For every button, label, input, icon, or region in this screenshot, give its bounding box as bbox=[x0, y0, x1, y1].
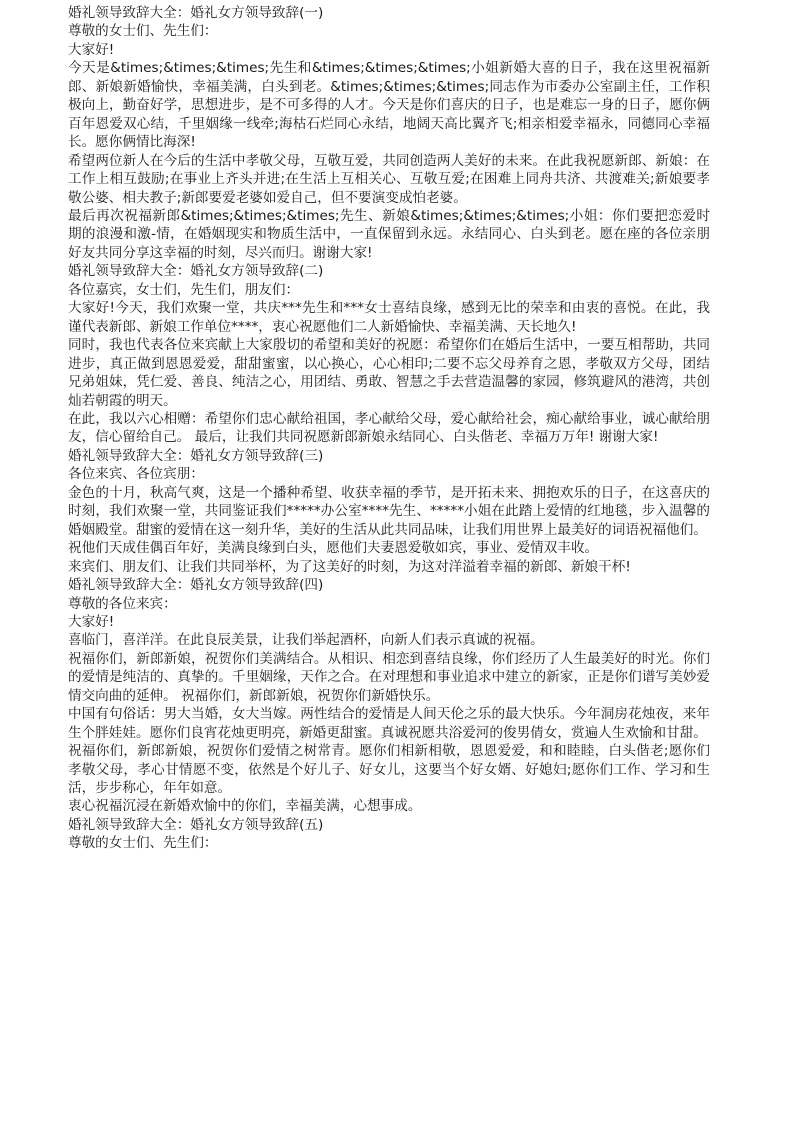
paragraph-3-3: 来宾们、朋友们、让我们共同举杯，为了这美好的时刻，为这对洋溢着幸福的新郎、新娘干杯! bbox=[68, 558, 631, 575]
speech-section-1 bbox=[68, 4, 710, 262]
salutation-4: 尊敬的各位来宾： bbox=[68, 595, 177, 612]
paragraph-1-2: 今天是&times;&times;&times;先生和&times;&times;&times;小姐新婚大喜的日子，我在这里祝福新郎、新娘新婚愉快，幸福美满，白头到老。&times;&times;&times;同志作为市委办公室副主任，工作积极向上，勤奋好学，思想进步，是不可多得的人才。今天是你们喜庆的日子，也是难忘一身的日子，愿你俩百年恩爱双心结，千里姻缘一线牵;海枯石烂同心永结，地阔天高比翼齐飞;相亲相爱幸福永，同德同心幸福长。愿你俩情比海深! bbox=[68, 60, 710, 151]
section-heading-5: 婚礼领导致辞大全：婚礼女方领导致辞(五) bbox=[68, 816, 324, 833]
speech-section-4 bbox=[68, 576, 710, 816]
speech-section-2 bbox=[68, 262, 710, 447]
paragraph-2-3: 在此，我以六心相赠：希望你们忠心献给祖国，孝心献给父母，爱心献给社会，痴心献给事业，诚心献给朋友，信心留给自己。 最后，让我们共同祝愿新郎新娘永结同心、白头偕老、幸福万万年! 谢谢大家! bbox=[68, 410, 710, 446]
salutation-1: 尊敬的女士们、先生们： bbox=[68, 23, 218, 40]
section-heading-1: 婚礼领导致辞大全：婚礼女方领导致辞(一) bbox=[68, 5, 324, 21]
salutation-3: 各位来宾、各位宾朋： bbox=[68, 466, 204, 483]
paragraph-4-5: 祝福你们，新郎新娘，祝贺你们爱情之树常青。愿你们相新相敬，恩恩爱爱，和和睦睦，白头偕老;愿你们孝敬父母，孝心甘情愿不变，依然是个好儿子、好女儿，这要当个好女婿、好媳妇;愿你们工作、学习和生活，步步称心，年年如意。 bbox=[68, 743, 710, 797]
speech-section-3 bbox=[68, 447, 710, 576]
paragraph-3-1: 金色的十月，秋高气爽，这是一个播种希望、收获幸福的季节，是开拓未来、拥抱欢乐的日子，在这喜庆的时刻，我们欢聚一堂，共同鉴证我们*****办公室****先生、*****小姐在此踏上爱情的红地毯，步入温馨的婚姻殿堂。甜蜜的爱情在这一刻升华，美好的生活从此共同品味，让我们用世界上最美好的词语祝福他们。 bbox=[68, 484, 710, 538]
paragraph-1-3: 希望两位新人在今后的生活中孝敬父母，互敬互爱，共同创造两人美好的未来。在此我祝愿新郎、新娘：在工作上相互鼓励;在事业上齐头并进;在生活上互相关心、互敬互爱;在困难上同舟共济、共渡难关;新娘要孝敬公婆、相夫教子;新郎要爱老婆如爱自己，但不要演变成怕老婆。 bbox=[68, 152, 710, 206]
paragraph-4-1: 大家好! bbox=[68, 613, 115, 630]
paragraph-4-3: 祝福你们，新郎新娘，祝贺你们美满结合。从相识、相恋到喜结良缘，你们经历了人生最美好的时光。你们的爱情是纯洁的、真挚的。千里姻缘，天作之合。在对理想和事业追求中建立的新家，正是你们谱写美妙爱情交向曲的延伸。 祝福你们，新郎新娘，祝贺你们新婚快乐。 bbox=[68, 650, 710, 704]
section-heading-4: 婚礼领导致辞大全：婚礼女方领导致辞(四) bbox=[68, 577, 324, 594]
paragraph-4-2: 喜临门，喜洋洋。在此良辰美景，让我们举起酒杯，向新人们表示真诚的祝福。 bbox=[68, 632, 544, 649]
section-heading-2: 婚礼领导致辞大全：婚礼女方领导致辞(二) bbox=[68, 263, 324, 280]
section-heading-3: 婚礼领导致辞大全：婚礼女方领导致辞(三) bbox=[68, 447, 324, 464]
paragraph-2-2: 同时，我也代表各位来宾献上大家殷切的希望和美好的祝愿：希望你们在婚后生活中，一要互相帮助，共同进步，真正做到恩恩爱爱，甜甜蜜蜜，以心换心，心心相印;二要不忘父母养育之恩，孝敬双方父母，团结兄弟姐妹，凭仁爱、善良、纯洁之心，用团结、勇敢、智慧之手去营造温馨的家园，修筑避风的港湾，共创灿若朝霞的明天。 bbox=[68, 337, 710, 409]
paragraph-4-6: 衷心祝福沉浸在新婚欢愉中的你们，幸福美满，心想事成。 bbox=[68, 798, 422, 815]
paragraph-4-4: 中国有句俗话：男大当婚，女大当嫁。两性结合的爱情是人间天伦之乐的最大快乐。今年洞房花烛夜，来年生个胖娃娃。愿你们良宵花烛更明亮，新婚更甜蜜。真诚祝愿共浴爱河的俊男倩女，赏遍人生欢愉和甘甜。 bbox=[68, 706, 710, 741]
paragraph-2-1: 大家好!今天，我们欢聚一堂，共庆***先生和***女士喜结良缘，感到无比的荣幸和由衷的喜悦。在此，我谨代表新郎、新娘工作单位****，衷心祝愿他们二人新婚愉快、幸福美满、天长地久! bbox=[68, 300, 710, 335]
salutation-5: 尊敬的女士们、先生们： bbox=[68, 835, 218, 852]
paragraph-1-4: 最后再次祝福新郎&times;&times;&times;先生、新娘&times;&times;&times;小姐：你们要把恋爱时期的浪漫和激-情，在婚姻现实和物质生活中，一直保留到永远。永结同心、白头到老。愿在座的各位亲朋好友共同分享这幸福的时刻，尽兴而归。谢谢大家! bbox=[68, 207, 710, 261]
paragraph-1-1: 大家好! bbox=[68, 41, 115, 58]
salutation-2: 各位嘉宾，女士们，先生们，朋友们： bbox=[68, 281, 300, 298]
document-body bbox=[68, 4, 710, 853]
speech-section-5 bbox=[68, 816, 710, 853]
paragraph-3-2: 祝他们天成佳偶百年好，美满良缘到白头，愿他们夫妻恩爱敬如宾，事业、爱情双丰收。 bbox=[68, 540, 599, 557]
